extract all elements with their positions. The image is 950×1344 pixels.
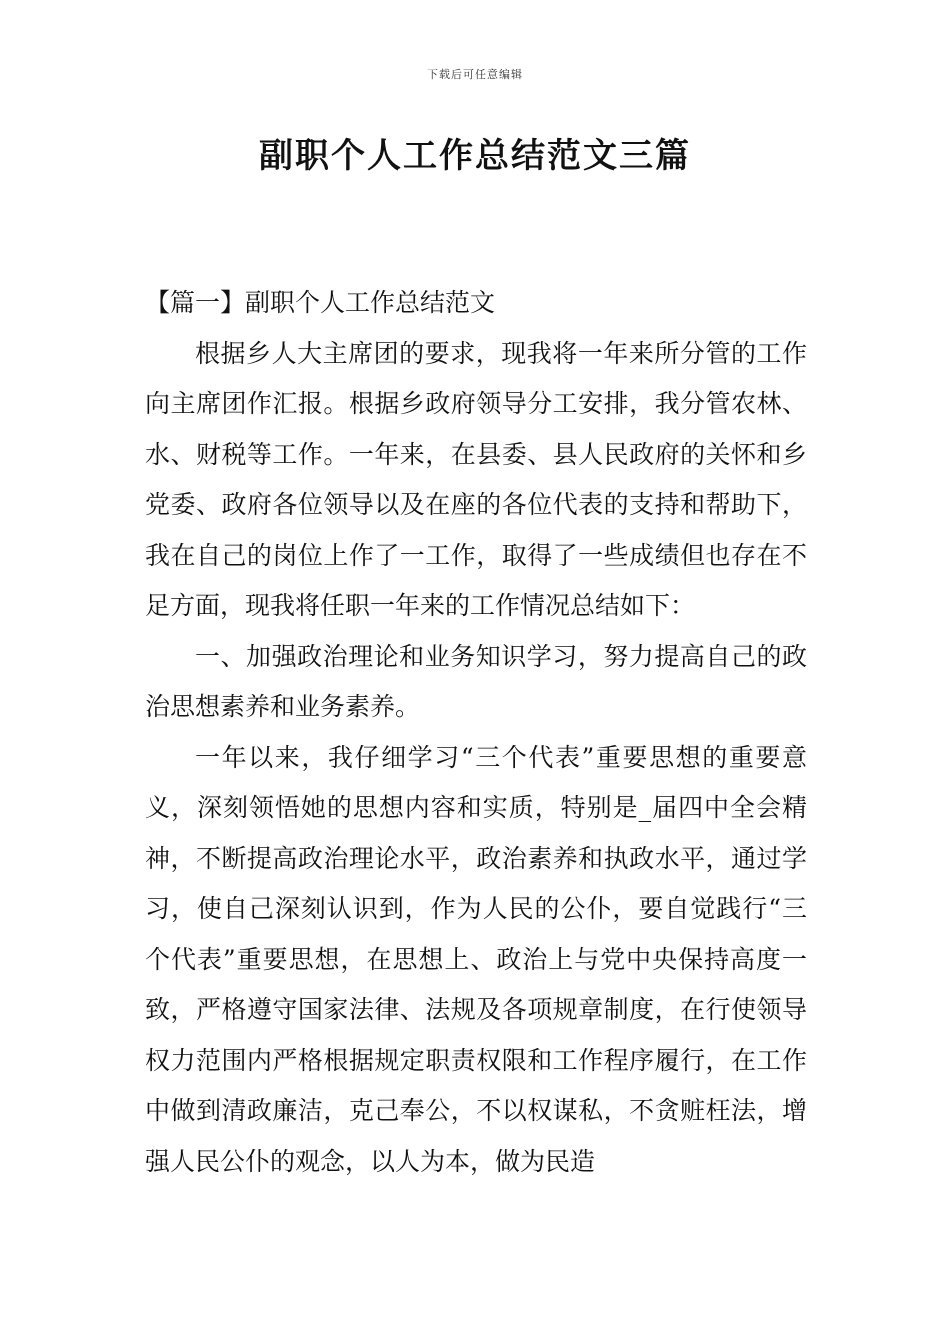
document-body bbox=[145, 278, 807, 1187]
header-note: 下载后可任意编辑 bbox=[427, 68, 523, 81]
section-heading: 【篇一】副职个人工作总结范文 bbox=[145, 288, 496, 317]
paragraph-3: 一年以来，我仔细学习“三个代表”重要思想的重要意义，深刻领悟她的思想内容和实质，特别是_届四中全会精神，不断提高政治理论水平，政治素养和执政水平，通过学习，使自己深刻认识到，作为人民的公仆，要自觉践行“三个代表”重要思想，在思想上、政治上与党中央保持高度一致，严格遵守国家法律、法规及各项规章制度，在行使领导权力范围内严格根据规定职责权限和工作程序履行，在工作中做到清政廉洁，克己奉公，不以权谋私，不贪赃枉法，增强人民公仆的观念，以人为本，做为民造 bbox=[145, 742, 807, 1176]
paragraph-1: 根据乡人大主席团的要求，现我将一年来所分管的工作向主席团作汇报。根据乡政府领导分工安排，我分管农林、水、财税等工作。一年来，在县委、县人民政府的关怀和乡党委、政府各位领导以及在座的各位代表的支持和帮助下，我在自己的岗位上作了一工作，取得了一些成绩但也存在不足方面，现我将任职一年来的工作情况总结如下： bbox=[145, 338, 807, 620]
paragraph-2: 一、加强政治理论和业务知识学习，努力提高自己的政治思想素养和业务素养。 bbox=[145, 641, 807, 721]
document-title: 副职个人工作总结范文三篇 bbox=[259, 136, 691, 176]
